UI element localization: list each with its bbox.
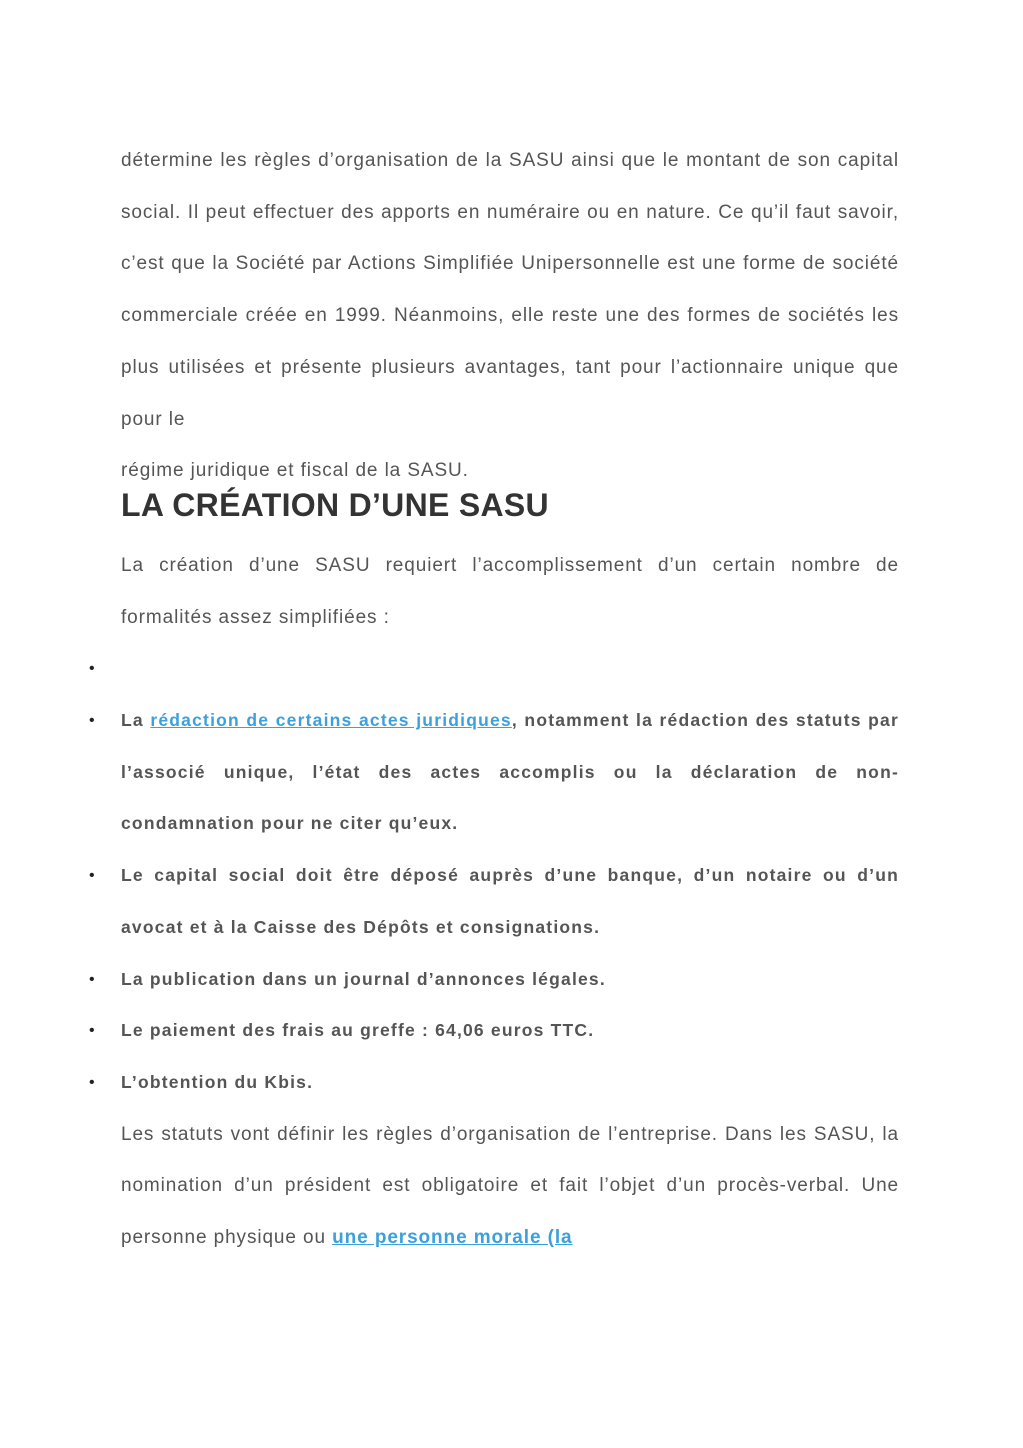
bullet-icon: • — [89, 1022, 96, 1040]
list-item-text: Le paiement des frais au greffe : 64,06 euros TTC. — [121, 1020, 595, 1041]
list-item-empty — [89, 643, 899, 695]
list-item-text: L’obtention du Kbis. — [121, 1071, 314, 1092]
list-item — [89, 1005, 899, 1057]
intro-paragraph — [121, 135, 899, 497]
section-heading: LA CRÉATION D’UNE SASU — [121, 486, 549, 523]
bullet-icon: • — [89, 712, 96, 730]
list-item-text: Le capital social doit être déposé auprès d’une banque, d’un notaire ou d’un avocat et à la Caisse des Dépôts et consignations. — [121, 865, 899, 937]
bullet-icon: • — [89, 970, 96, 988]
formalities-list — [89, 643, 899, 1108]
intro-last-line: régime juridique et fiscal de la SASU. — [121, 460, 469, 482]
bullet-icon: • — [89, 1073, 96, 1091]
closing-text: Les statuts vont définir les règles d’organisation de l’entreprise. Dans les SASU, la nomination d’un président est obligatoire et fait l’objet d’un procès-verbal. Une personne physique ou — [121, 1123, 899, 1249]
closing-paragraph — [121, 1109, 899, 1264]
list-item — [89, 954, 899, 1006]
list-item-prefix: La — [121, 710, 151, 731]
document-page — [89, 0, 899, 1264]
list-item-text: La publication dans un journal d’annonces légales. — [121, 968, 606, 989]
bullet-icon: • — [89, 660, 96, 678]
intro-text: détermine les règles d’organisation de la SASU ainsi que le montant de son capital social. Il peut effectuer des apports en numéraire ou en nature. Ce qu’il faut savoir, c’est que la Société par Actions Simplifiée Unipersonnelle est une forme de société commerciale créée en 1999. Néanmoins, elle reste une des formes de sociétés les plus utilisées et présente plusieurs avantages, tant pour l’actionnaire unique que pour le — [121, 150, 899, 430]
list-item — [89, 850, 899, 953]
section-lead-paragraph: La création d’une SASU requiert l’accomplissement d’un certain nombre de formalités assez simplifiées : — [121, 554, 899, 628]
list-item-suffix: , notamment la rédaction des statuts par l’associé unique, l’état des actes accomplis ou la déclaration de non-condamnation pour ne citer qu’eux. — [121, 710, 899, 834]
list-item — [89, 695, 899, 850]
bullet-icon: • — [89, 867, 96, 885]
list-item — [89, 1057, 899, 1109]
legal-acts-link[interactable]: rédaction de certains actes juridiques — [150, 710, 512, 731]
legal-person-link[interactable]: une personne morale (la — [332, 1227, 573, 1249]
